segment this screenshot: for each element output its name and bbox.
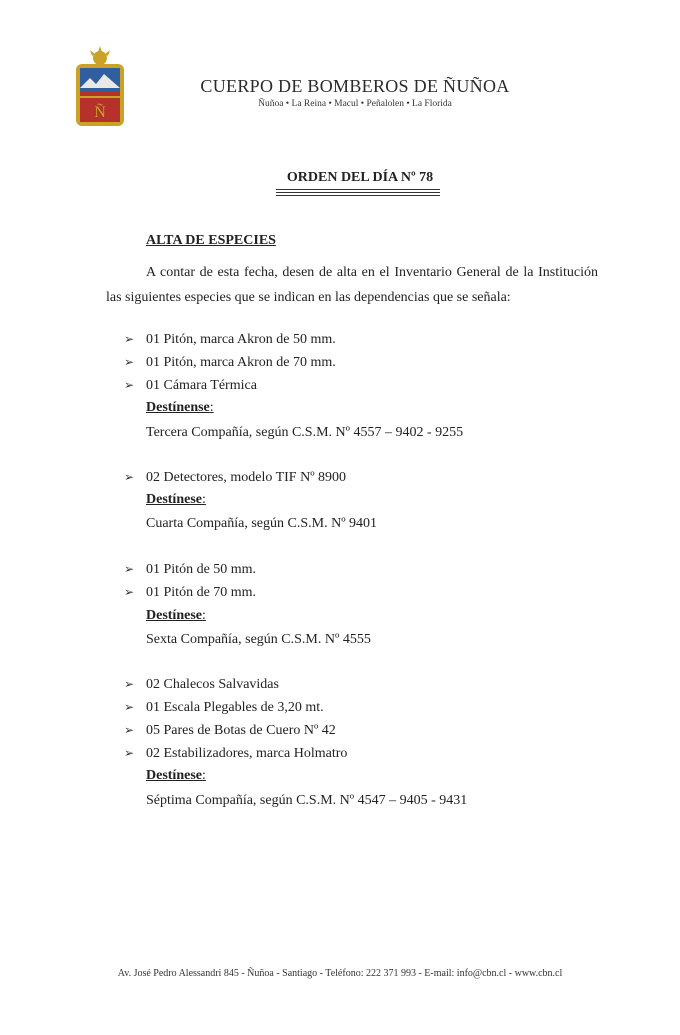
fire-department-crest-icon — [72, 46, 128, 128]
intro-paragraph: A contar de esta fecha, desen de alta en el Inventario General de la Institución las siguientes especies que se indican en las dependencias que se señala: — [106, 265, 598, 305]
arrow-bullet-icon: ➢ — [124, 470, 135, 484]
org-name: CUERPO DE BOMBEROS DE ÑUÑOA — [200, 76, 510, 96]
items-list-group-3 — [124, 558, 256, 604]
destination-label: Destínese: — [146, 492, 206, 507]
arrow-bullet-icon: ➢ — [124, 355, 135, 369]
list-item: ➢ 01 Escala Plegables de 3,20 mt. — [124, 699, 324, 715]
destination-label: Destínese: — [146, 608, 206, 623]
destination-text: Tercera Compañía, según C.S.M. Nº 4557 – 9402 - 9255 — [146, 425, 464, 440]
destination-label: Destínese: — [146, 768, 206, 783]
list-item: ➢ 01 Pitón, marca Akron de 50 mm. — [124, 331, 336, 347]
list-item: ➢ 02 Estabilizadores, marca Holmatro — [124, 745, 348, 761]
order-title: ORDEN DEL DÍA Nº 78 — [286, 170, 434, 185]
items-list-group-4 — [124, 673, 347, 765]
list-item: ➢ 01 Cámara Térmica — [124, 377, 257, 393]
items-list-group-2 — [124, 466, 346, 489]
arrow-bullet-icon: ➢ — [124, 677, 135, 691]
list-item: ➢ 01 Pitón, marca Akron de 70 mm. — [124, 354, 336, 370]
list-item: ➢ 05 Pares de Botas de Cuero Nº 42 — [124, 722, 336, 738]
arrow-bullet-icon: ➢ — [124, 378, 135, 392]
destination-label: Destínense: — [146, 400, 214, 415]
arrow-bullet-icon: ➢ — [124, 332, 135, 346]
arrow-bullet-icon: ➢ — [124, 746, 135, 760]
section-heading: ALTA DE ESPECIES — [146, 233, 276, 248]
org-communes: Ñuñoa • La Reina • Macul • Peñalolen • La Florida — [258, 99, 452, 109]
list-item: ➢ 01 Pitón de 70 mm. — [124, 584, 257, 600]
order-title-double-underline — [276, 189, 440, 196]
destination-text: Sexta Compañía, según C.S.M. Nº 4555 — [146, 632, 371, 647]
arrow-bullet-icon: ➢ — [124, 562, 135, 576]
crest-letter: Ñ — [94, 104, 106, 121]
arrow-bullet-icon: ➢ — [124, 723, 135, 737]
list-item: ➢ 02 Detectores, modelo TIF Nº 8900 — [124, 469, 347, 485]
destination-text: Séptima Compañía, según C.S.M. Nº 4547 – 9405 - 9431 — [146, 793, 468, 808]
list-item: ➢ 01 Pitón de 50 mm. — [124, 561, 257, 577]
list-item: ➢ 02 Chalecos Salvavidas — [124, 676, 279, 692]
destination-text: Cuarta Compañía, según C.S.M. Nº 9401 — [146, 516, 378, 531]
footer-contact: Av. José Pedro Alessandri 845 - Ñuñoa - Santiago - Teléfono: 222 371 993 - E-mail: info@cbn.cl - www.cbn.cl — [117, 968, 563, 979]
arrow-bullet-icon: ➢ — [124, 585, 135, 599]
arrow-bullet-icon: ➢ — [124, 700, 135, 714]
items-list-group-1 — [124, 328, 336, 397]
